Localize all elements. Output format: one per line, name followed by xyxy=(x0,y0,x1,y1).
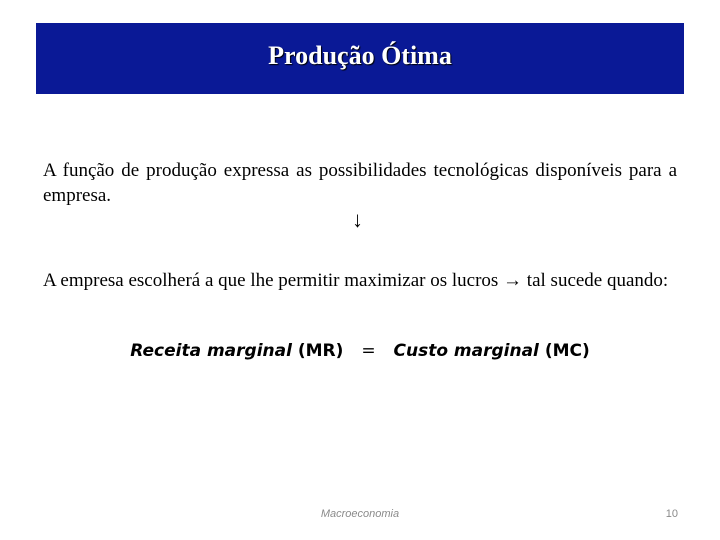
equation-equals-sign: = xyxy=(361,341,376,361)
paragraph-profit-maximization: A empresa escolherá a que lhe permitir maximizar os lucros → tal sucede quando: xyxy=(43,270,669,291)
paragraph-production-function: A função de produção expressa as possibilidades tecnológicas disponíveis para a empresa. xyxy=(43,160,677,206)
page-number: 10 xyxy=(665,508,678,520)
equation-right-abbr: (MC) xyxy=(544,341,590,361)
footer-course-name: Macroeconomia xyxy=(320,508,400,520)
title-banner xyxy=(36,22,684,94)
down-arrow-icon: ↓ xyxy=(352,207,363,232)
equation-left-term: Receita marginal xyxy=(130,341,292,361)
equilibrium-equation xyxy=(0,341,720,361)
equation-left-abbr: (MR) xyxy=(297,341,344,361)
slide-title: Produção Ótima xyxy=(268,41,452,70)
equation-right-term: Custo marginal xyxy=(393,341,539,361)
